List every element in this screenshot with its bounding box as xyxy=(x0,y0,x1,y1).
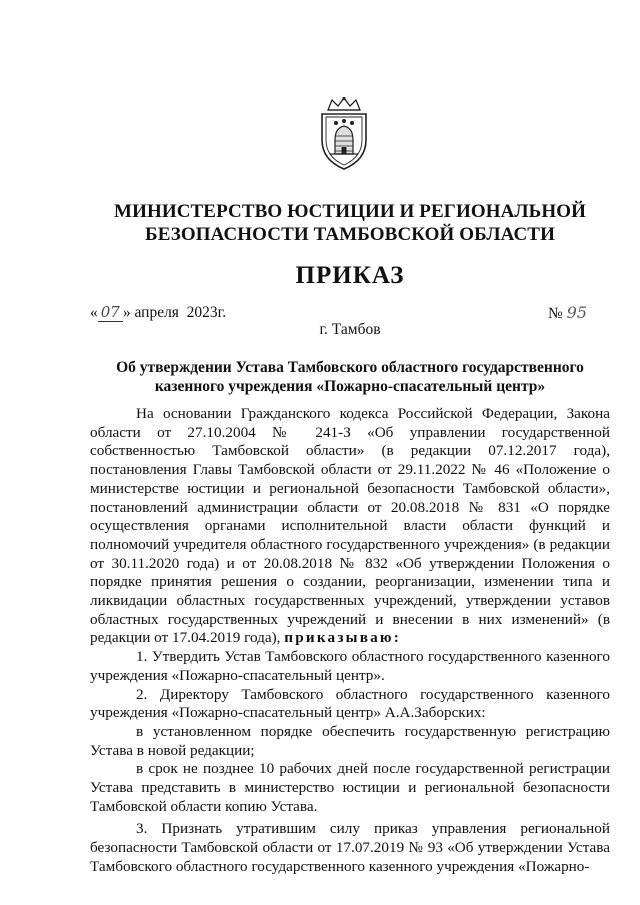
order-subject xyxy=(100,358,600,396)
number-prefix: № xyxy=(548,305,567,322)
paragraph-basis-text: На основании Гражданского кодекса Российской Федерации, Закона области от 27.10.2004 № 241-З «Об управлении государственной собственностью Тамбовской области» (в редакции 07.12.2017 года), постановления Главы Тамбовской области от 29.11.2022 № 46 «Положение о министерстве юстиции и региональной безопасности Тамбовской области», постановлений администрации области от 20.08.2018 № 831 «О порядке осуществления органами исполнительной власти области функций и полномочий учредителя областного государственного учреждения» (в редакции от 30.11.2020 года) и от 20.08.2018 № 832 «Об утверждении Положения о порядке принятия решения о создании, реорганизации, изменении типа и ликвидации областных государственных учреждений, утверждении уставов областных государственных учреждений и внесении в них изменений» (в редакции от 17.04.2019 года), xyxy=(90,405,610,647)
paragraph-item-1: 1. Утвердить Устав Тамбовского областного государственного казенного учреждения «Пожарно-спасательный центр». xyxy=(90,648,610,684)
order-date xyxy=(90,303,226,322)
tambov-coat-of-arms-icon xyxy=(314,96,374,172)
date-open-quote: « xyxy=(90,304,98,321)
order-number xyxy=(548,303,587,323)
date-month-year: апреля 2023г. xyxy=(130,304,227,321)
paragraph-item-2-registration: в установленном порядке обеспечить государственную регистрацию Устава в новой редакции; xyxy=(90,722,610,759)
order-word: приказываю: xyxy=(284,629,401,647)
order-body xyxy=(90,405,610,877)
paragraph-item-3: 3. Признать утратившим силу приказ управления региональной безопасности Тамбовской области от 17.07.2019 № 93 «Об утверждении Устава Тамбовского областного государственного казенного учреждения «Пожарно- xyxy=(90,820,610,875)
number-value-handwritten: 95 xyxy=(566,303,588,322)
paragraph-basis xyxy=(90,405,610,648)
subject-line1: Об утверждении Устава Тамбовского областного государственного xyxy=(116,359,584,376)
order-title: ПРИКАЗ xyxy=(295,262,405,289)
ministry-name xyxy=(0,200,640,246)
paragraph-item-2-copy: в срок не позднее 10 рабочих дней после государственной регистрации Устава представить в министерство юстиции и региональной безопасности Тамбовской области копию Устава. xyxy=(90,760,610,815)
date-day-handwritten: 07 xyxy=(98,303,123,322)
subject-line2: казенного учреждения «Пожарно-спасательный центр» xyxy=(154,378,546,395)
city: г. Тамбов xyxy=(319,321,381,338)
ministry-name-line2: БЕЗОПАСНОСТИ ТАМБОВСКОЙ ОБЛАСТИ xyxy=(145,224,555,245)
date-close-quote: » xyxy=(122,304,131,321)
paragraph-item-2: 2. Директору Тамбовского областного государственного казенного учреждения «Пожарно-спасательный центр» А.А.Заборских: xyxy=(90,685,610,722)
ministry-name-line1: МИНИСТЕРСТВО ЮСТИЦИИ И РЕГИОНАЛЬНОЙ xyxy=(114,201,586,222)
